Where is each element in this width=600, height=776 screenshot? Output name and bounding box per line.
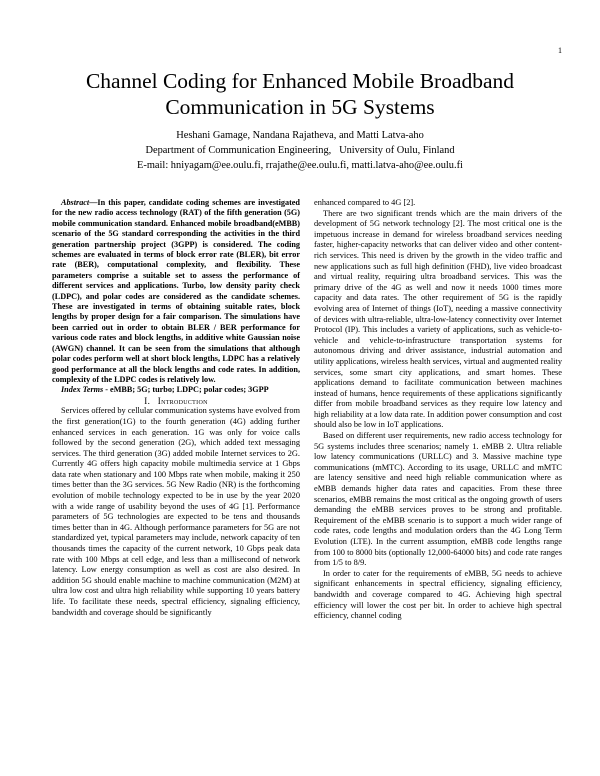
section-number: I.	[144, 395, 151, 406]
email-line: E-mail: hniyagam@ee.oulu.fi, rrajathe@ee.oulu.fi, matti.latva-aho@ee.oulu.fi	[137, 160, 463, 171]
abstract	[52, 198, 300, 385]
title-line-2: Communication in 5G Systems	[165, 95, 435, 119]
index-terms-label: Index Terms	[61, 385, 104, 395]
author-block	[0, 128, 600, 173]
section-title: Introduction	[157, 395, 208, 406]
paper-title	[0, 68, 600, 120]
intro-paragraph-4: In order to cater for the requirements of eMBB, 5G needs to achieve significant enhancements in spectral efficiency, signaling efficiency, bandwidth and coverage compared to 4G. Achieving high spectral efficiency will lower the cost per bit. In order to achieve high spectral efficiency, channel coding	[314, 568, 562, 621]
author-names: Heshani Gamage, Nandana Rajatheva, and Matti Latva-aho	[176, 130, 424, 141]
right-column	[314, 198, 562, 622]
index-terms	[52, 385, 300, 395]
page-number: 1	[558, 46, 562, 55]
abstract-label: Abstract	[61, 198, 90, 207]
section-heading	[52, 396, 300, 407]
left-column	[52, 198, 300, 618]
intro-paragraph-3: Based on different user requirements, new radio access technology for 5G systems includes three scenarios; namely 1. eMBB 2. Ultra reliable low latency communications (URLLC) and 3. Massive machine type communications (mMTC). According to its usage, URLLC and mMTC are latency sensitive and need high reliable communication where as eMBB demands higher data rates and capacities. From these three scenarios, eMBB remains the most critical as the ongoing growth of users demanding the eMBB services proves to be strong and profitable. Requirement of the eMBB scenario is to support a much wider range of code rates, code lengths and modulation orders than the 4G Long Term Evolution (LTE). In the current assumption, eMBB code lengths range from 100 to 8000 bits (optionally 12,000-64000 bits) and code rate ranges from 1/5 to 8/9.	[314, 431, 562, 568]
index-terms-text: - eMBB; 5G; turbo; LDPC; polar codes; 3GPP	[103, 385, 269, 395]
affiliation: Department of Communication Engineering, University of Oulu, Finland	[145, 145, 455, 156]
abstract-text: —In this paper, candidate coding schemes are investigated for the new radio access technology (RAT) of the fifth generation (5G) mobile communication standard. Enhanced mobile broadband(eMBB) scenario of the 5G standard corresponding the activities in the third generation partnership project (3GPP) is considered. The coding schemes are evaluated in terms of block error rate (BLER), bit error rate (BER), computational complexity, and flexibility. These parameters comprise a suitable set to assess the performance of different services and applications. Turbo, low density parity check (LDPC), and polar codes are considered as the candidate schemes. These are investigated in terms of obtaining suitable rates, block lengths by proper design for a fair comparison. The simulations have been carried out in order to obtain BLER / BER performance for various code rates and block lengths, in additive white Gaussian noise (AWGN) channel. It can be seen from the simulations that although polar codes perform well at short block lengths, LDPC has a relatively good performance at all the block lengths and code rates. In addition, complexity of the LDPC codes is relatively low.	[52, 198, 300, 384]
intro-paragraph-1: Services offered by cellular communication systems have evolved from the first generation(1G) to the fourth generation (4G) adding further enhanced services in each generation. 1G was only for voice calls followed by the second generation (2G), which added text messaging services. The third generation (3G) added mobile Internet services to 2G. Currently 4G offers high capacity mobile multimedia service at 1 Gbps data rate when stationary and 100 Mbps rate when mobile, making it 250 times better than the 3G services. 5G New Radio (NR) is the forthcoming evolution of mobile technology expected to be in use by the year 2020 with a wide range of usability beyond the uses of 4G [1]. Performance parameters of 5G technologies are expected to be tens and thousands times better than in 4G. Although performance parameters for 5G are not standardized yet, typical parameters may include, network capacity of ten thousands times the capacity of the current network, 10 Gbps peak data rate with 100 Mbps at cell edge, and less than a millisecond of network latency. Low energy consumption as well as cost are also desired. In addition 5G should enable machine to machine communication (M2M) at ultra low cost and ultra high reliability while supporting 10 years battery life. To facilitate these needs, spectral efficiency, signaling efficiency, bandwidth and coverage should be significantly	[52, 406, 300, 617]
title-line-1: Channel Coding for Enhanced Mobile Broadband	[85, 69, 515, 93]
intro-paragraph-continued: enhanced compared to 4G [2].	[314, 198, 416, 207]
intro-paragraph-2: There are two significant trends which are the main drivers of the development of 5G network technology [2]. The most critical one is the impetuous increase in demand for wireless broadband services needing faster, higher-capacity networks that can deliver video and other content-rich services. This need is driven by the growth in the video traffic and new applications such as full high definition (FHD), live video broadcast and virtual reality, requiring ultra broadband services. This was the primary drive of the 4G as well and now it needs 1000 times more capacity and data rates. The other requirement of 5G is the rapidly evolving area of Internet of things (IoT), needing a massive connectivity of devices with ultra-reliable, ultra-low-latency connectivity over Internet Protocol (IP). This includes a variety of applications, such as vehicle-to-vehicle and vehicle-to-infrastructure transportation systems for autonomous driving and driver assistance, industrial automation and utility applications, wireless health services, virtual and augmented reality services, some smart city applications, and smart homes. These applications demand to facilitate communication between machines instead of humans, hence requirements of these applications significantly differ from mobile broadband services as they require low latency and high reliability at a low data rate. In addition power consumption and cost should also be low in IoT applications.	[314, 208, 562, 430]
